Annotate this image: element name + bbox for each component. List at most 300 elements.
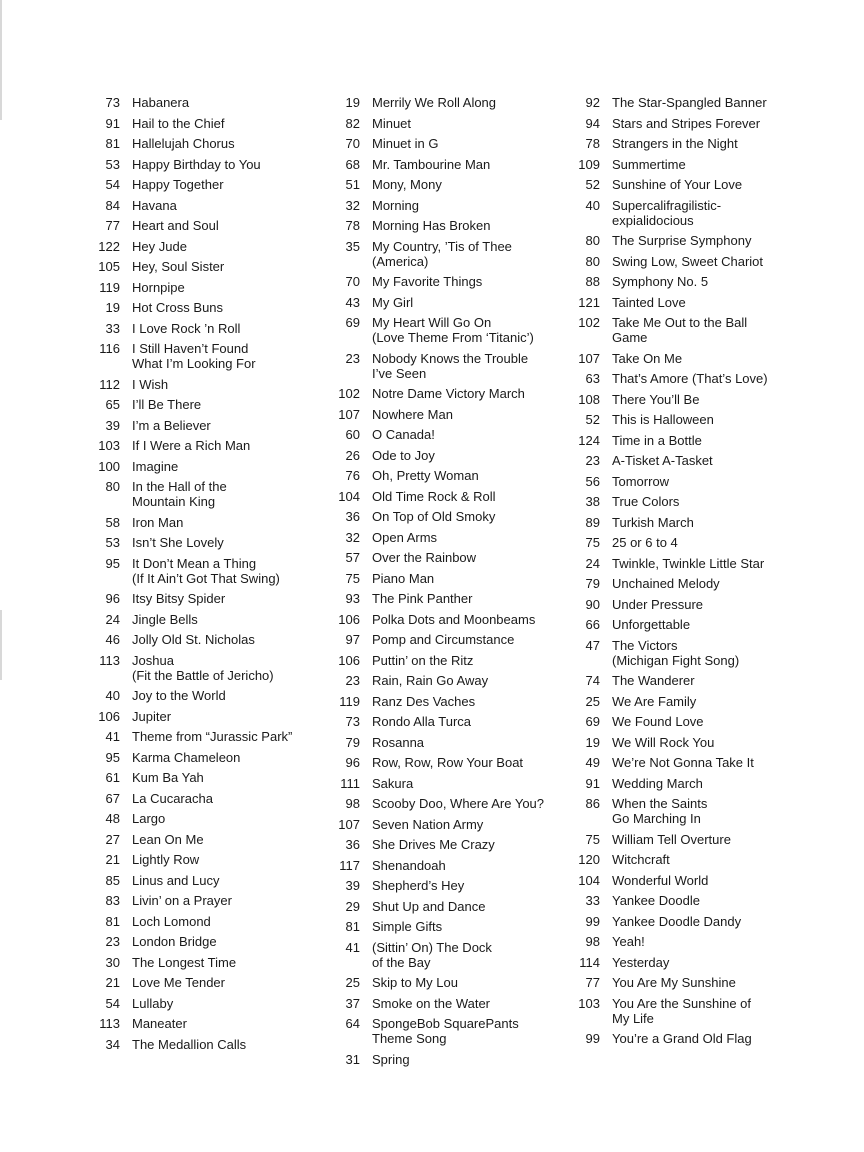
page-number: 95 — [105, 749, 120, 765]
index-entry — [572, 474, 812, 489]
song-title: Piano Man — [372, 570, 435, 586]
index-entry — [332, 975, 572, 990]
song-title: SpongeBob SquarePants Theme Song — [372, 1016, 519, 1046]
page-number: 80 — [105, 479, 120, 494]
page-number: 29 — [345, 898, 360, 914]
song-title: I Still Haven’t Found What I’m Looking For — [132, 341, 256, 371]
index-entry — [572, 996, 812, 1026]
index-entry — [332, 673, 572, 688]
index-entry — [92, 136, 332, 151]
page-number: 108 — [578, 391, 600, 407]
page-number: 38 — [585, 494, 600, 509]
page-number: 88 — [585, 274, 600, 289]
index-entry — [92, 321, 332, 336]
page-number: 47 — [585, 637, 600, 653]
song-title: My Girl — [372, 294, 414, 310]
song-title: Jolly Old St. Nicholas — [132, 632, 255, 647]
index-entry — [332, 919, 572, 934]
page-number: 39 — [345, 878, 360, 893]
index-entry — [332, 796, 572, 811]
page-number: 116 — [99, 341, 120, 356]
song-title: Strangers in the Night — [612, 136, 738, 151]
page-number: 113 — [99, 1016, 120, 1031]
index-entry — [572, 392, 812, 407]
song-title: Iron Man — [132, 514, 184, 530]
song-title: A-Tisket A-Tasket — [612, 453, 713, 468]
page-number: 35 — [345, 238, 360, 254]
index-entry — [572, 157, 812, 172]
song-title: Minuet in G — [372, 136, 439, 151]
page-number: 78 — [585, 136, 600, 151]
song-title: O Canada! — [372, 427, 435, 442]
index-entry — [332, 218, 572, 233]
song-title: If I Were a Rich Man — [132, 438, 251, 453]
index-entry — [332, 653, 572, 668]
page-number: 124 — [578, 432, 600, 448]
index-entry — [572, 796, 812, 826]
page-number: 41 — [345, 939, 360, 955]
index-entry — [572, 714, 812, 729]
page-number: 43 — [345, 294, 360, 310]
index-entry — [92, 770, 332, 785]
page-number: 91 — [585, 775, 600, 791]
page-edge-mark — [0, 0, 2, 120]
index-entry — [92, 116, 332, 131]
index-entry — [572, 177, 812, 192]
page-number: 58 — [105, 514, 120, 530]
song-title: Take On Me — [612, 350, 683, 366]
song-title: Time in a Bottle — [612, 432, 702, 448]
page-number: 40 — [585, 197, 600, 213]
index-entry — [332, 817, 572, 832]
song-title: Stars and Stripes Forever — [612, 115, 761, 131]
song-title: My Favorite Things — [372, 274, 483, 289]
page-number: 98 — [585, 934, 600, 949]
index-entry — [572, 412, 812, 427]
song-title: Pomp and Circumstance — [372, 632, 515, 647]
song-title: Kum Ba Yah — [132, 770, 204, 785]
index-entry — [572, 755, 812, 770]
page-number: 106 — [338, 652, 360, 668]
index-entry — [332, 714, 572, 729]
index-entry — [332, 177, 572, 192]
song-title: 25 or 6 to 4 — [612, 535, 678, 550]
song-title: You Are My Sunshine — [612, 975, 736, 990]
index-entry — [92, 535, 332, 550]
song-title: Happy Birthday to You — [132, 156, 261, 172]
song-title: This is Halloween — [612, 412, 714, 427]
song-title: Polka Dots and Moonbeams — [372, 611, 536, 627]
song-title: Open Arms — [372, 529, 438, 545]
index-entry — [572, 254, 812, 269]
page-number: 48 — [105, 811, 120, 826]
song-title: In the Hall of the Mountain King — [132, 479, 227, 509]
index-entry — [572, 515, 812, 530]
song-title: Hornpipe — [132, 279, 185, 295]
index-entry — [572, 735, 812, 750]
index-entry — [92, 709, 332, 724]
page-number: 77 — [585, 975, 600, 990]
song-title: You Are the Sunshine of My Life — [612, 995, 752, 1026]
index-entry — [92, 1016, 332, 1031]
index-entry — [332, 489, 572, 504]
page-number: 73 — [105, 95, 120, 110]
page-number: 64 — [345, 1016, 360, 1031]
index-entry — [332, 351, 572, 381]
page-number: 66 — [585, 617, 600, 632]
index-entry — [572, 638, 812, 668]
page-number: 46 — [105, 632, 120, 647]
index-entry — [572, 1031, 812, 1046]
index-entry — [92, 832, 332, 847]
song-title: Puttin’ on the Ritz — [372, 652, 474, 668]
index-entry — [92, 653, 332, 683]
index-entry — [332, 571, 572, 586]
page-number: 117 — [339, 857, 360, 873]
index-entry — [92, 300, 332, 315]
index-entry — [572, 975, 812, 990]
index-entry — [92, 438, 332, 453]
song-title: Turkish March — [612, 514, 694, 530]
page-number: 37 — [345, 995, 360, 1011]
song-title: Hot Cross Buns — [132, 300, 224, 315]
page-number: 102 — [338, 386, 360, 401]
song-title: William Tell Overture — [612, 831, 731, 847]
page-number: 19 — [345, 95, 360, 110]
page-number: 119 — [339, 693, 360, 709]
song-title: It Don’t Mean a Thing (If It Ain’t Got That Swing) — [132, 555, 280, 586]
page-number: 69 — [345, 315, 360, 330]
index-entry — [92, 397, 332, 412]
index-entry — [332, 386, 572, 401]
page-number: 109 — [578, 156, 600, 172]
page-number: 23 — [345, 350, 360, 366]
index-entry — [572, 955, 812, 970]
index-entry — [332, 735, 572, 750]
page-number: 85 — [105, 872, 120, 888]
page-number: 57 — [345, 550, 360, 565]
index-entry — [332, 996, 572, 1011]
song-title: Sunshine of Your Love — [612, 177, 743, 192]
page-number: 25 — [585, 693, 600, 709]
index-entry — [572, 136, 812, 151]
index-entry — [332, 591, 572, 606]
index-entry — [332, 407, 572, 422]
index-entry — [332, 837, 572, 852]
index-entry — [92, 632, 332, 647]
song-title: Tomorrow — [612, 473, 670, 489]
page-number: 111 — [340, 775, 360, 791]
song-title: Theme from “Jurassic Park” — [132, 729, 293, 744]
page-number: 24 — [585, 555, 600, 571]
song-title: Yesterday — [612, 954, 670, 970]
index-entry — [572, 371, 812, 386]
page-number: 31 — [345, 1051, 360, 1067]
song-title: Rondo Alla Turca — [372, 714, 472, 729]
song-title: Ode to Joy — [372, 447, 435, 463]
page-number: 54 — [105, 177, 120, 192]
index-entry — [572, 315, 812, 345]
page-number: 106 — [98, 708, 120, 724]
song-title: Yeah! — [612, 934, 645, 949]
page-number: 99 — [585, 913, 600, 929]
song-title: Yankee Doodle — [612, 893, 700, 908]
song-title: Itsy Bitsy Spider — [132, 591, 226, 606]
song-title: When the Saints Go Marching In — [612, 796, 708, 826]
page-number: 104 — [578, 872, 600, 888]
song-title: Smoke on the Water — [372, 995, 491, 1011]
index-entry — [332, 315, 572, 345]
page-number: 30 — [105, 954, 120, 970]
page-number: 56 — [585, 473, 600, 489]
song-title: Morning Has Broken — [372, 218, 491, 233]
song-title: Imagine — [132, 458, 179, 474]
index-entry — [332, 427, 572, 442]
index-entry — [92, 591, 332, 606]
page-number: 75 — [585, 535, 600, 550]
index-entry — [572, 494, 812, 509]
song-title: My Country, ’Tis of Thee (America) — [372, 238, 512, 269]
song-title: On Top of Old Smoky — [372, 509, 496, 524]
song-title: Joshua (Fit the Battle of Jericho) — [132, 652, 274, 683]
song-title: Jingle Bells — [132, 611, 198, 627]
index-entry — [92, 893, 332, 908]
song-title: Hail to the Chief — [132, 115, 225, 131]
song-title: I Wish — [132, 376, 169, 392]
index-entry — [92, 515, 332, 530]
song-title: Ranz Des Vaches — [372, 693, 476, 709]
page-number: 49 — [585, 755, 600, 770]
index-entry — [572, 617, 812, 632]
index-entry — [92, 873, 332, 888]
song-title: Seven Nation Army — [372, 816, 484, 832]
page-number: 91 — [105, 115, 120, 131]
index-entry — [332, 95, 572, 110]
page-number: 54 — [105, 995, 120, 1011]
song-title: Twinkle, Twinkle Little Star — [612, 555, 765, 571]
index-entry — [92, 459, 332, 474]
song-title: Habanera — [132, 95, 190, 110]
page-number: 52 — [585, 412, 600, 427]
index-entry — [92, 95, 332, 110]
page-number: 23 — [345, 673, 360, 688]
song-title: Joy to the World — [132, 688, 226, 703]
song-title: Mony, Mony — [372, 177, 442, 192]
song-title: Lightly Row — [132, 852, 200, 867]
page-number: 103 — [578, 995, 600, 1011]
page-number: 98 — [345, 796, 360, 811]
page-number: 36 — [345, 509, 360, 524]
page-number: 80 — [585, 233, 600, 248]
page-number: 106 — [338, 611, 360, 627]
index-entry — [92, 280, 332, 295]
page-number: 32 — [345, 197, 360, 213]
song-title: Linus and Lucy — [132, 872, 220, 888]
page-number: 53 — [105, 535, 120, 550]
index-entry — [332, 468, 572, 483]
index-entry — [92, 479, 332, 509]
song-title: Rosanna — [372, 734, 425, 750]
song-title: Old Time Rock & Roll — [372, 488, 496, 504]
index-column-1 — [92, 95, 332, 1072]
index-entry — [92, 750, 332, 765]
song-title: We’re Not Gonna Take It — [612, 755, 754, 770]
index-entry — [332, 1016, 572, 1046]
index-entry — [332, 509, 572, 524]
page-number: 96 — [105, 591, 120, 606]
index-entry — [92, 341, 332, 371]
index-entry — [92, 729, 332, 744]
page-number: 36 — [345, 837, 360, 852]
page-number: 73 — [345, 714, 360, 729]
index-entry — [332, 448, 572, 463]
page-number: 63 — [585, 371, 600, 386]
page-number: 105 — [98, 259, 120, 274]
page-number: 80 — [585, 253, 600, 269]
page-number: 120 — [578, 852, 600, 867]
index-entry — [92, 1037, 332, 1052]
index-entry — [572, 295, 812, 310]
index-entry — [572, 776, 812, 791]
song-title: Skip to My Lou — [372, 975, 458, 990]
index-entry — [332, 878, 572, 893]
song-title: (Sittin’ On) The Dock of the Bay — [372, 939, 492, 970]
index-entry — [92, 177, 332, 192]
page-number: 89 — [585, 514, 600, 530]
song-title: Yankee Doodle Dandy — [612, 913, 742, 929]
page-number: 33 — [105, 320, 120, 336]
index-entry — [332, 899, 572, 914]
page-number: 26 — [345, 447, 360, 463]
page-number: 95 — [105, 555, 120, 571]
page-number: 53 — [105, 156, 120, 172]
page-number: 24 — [105, 611, 120, 627]
page-number: 103 — [98, 438, 120, 453]
song-title: Livin’ on a Prayer — [132, 893, 232, 908]
page-number: 75 — [585, 831, 600, 847]
page-number: 90 — [585, 596, 600, 612]
song-title: The Longest Time — [132, 954, 237, 970]
index-entry — [572, 934, 812, 949]
song-title: Witchcraft — [612, 852, 670, 867]
page-number: 79 — [585, 576, 600, 591]
index-entry — [332, 295, 572, 310]
page-number: 68 — [345, 156, 360, 172]
song-title: Jupiter — [132, 708, 172, 724]
index-entry — [332, 940, 572, 970]
index-entry — [332, 198, 572, 213]
index-entry — [332, 274, 572, 289]
song-title: That’s Amore (That’s Love) — [612, 371, 768, 386]
page-number: 21 — [105, 975, 120, 990]
page-edge-mark — [0, 610, 2, 680]
index-entry — [572, 893, 812, 908]
index-entry — [92, 934, 332, 949]
song-title: Take Me Out to the Ball Game — [612, 315, 748, 345]
page-number: 84 — [105, 197, 120, 213]
index-entry — [572, 914, 812, 929]
index-entry — [572, 576, 812, 591]
song-title: Hallelujah Chorus — [132, 136, 235, 151]
page-number: 52 — [585, 177, 600, 192]
song-title: Nobody Knows the Trouble I’ve Seen — [372, 350, 529, 381]
index-entry — [332, 157, 572, 172]
index-entry — [572, 597, 812, 612]
page-number: 69 — [585, 714, 600, 729]
song-title: There You’ll Be — [612, 391, 700, 407]
index-entry — [572, 556, 812, 571]
song-title: We Found Love — [612, 714, 704, 729]
song-title: I’ll Be There — [132, 397, 202, 412]
song-title: Shepherd’s Hey — [372, 878, 465, 893]
song-title: Rain, Rain Go Away — [372, 673, 489, 688]
song-title: Wedding March — [612, 775, 703, 791]
page-number: 81 — [345, 919, 360, 934]
song-title: Sakura — [372, 775, 414, 791]
song-title: Simple Gifts — [372, 919, 443, 934]
page-number: 122 — [98, 238, 120, 254]
song-title: Summertime — [612, 156, 686, 172]
song-title: Scooby Doo, Where Are You? — [372, 796, 545, 811]
index-entry — [572, 453, 812, 468]
song-title: Spring — [372, 1051, 410, 1067]
index-entry — [572, 832, 812, 847]
index-entry — [92, 556, 332, 586]
song-title: Shut Up and Dance — [372, 898, 486, 914]
index-entry — [332, 550, 572, 565]
song-title: Isn’t She Lovely — [132, 535, 224, 550]
index-entry — [92, 975, 332, 990]
song-title: True Colors — [612, 494, 680, 509]
page-number: 83 — [105, 893, 120, 908]
page-number: 93 — [345, 591, 360, 606]
page-number: 74 — [585, 673, 600, 688]
page-number: 70 — [345, 274, 360, 289]
song-title: Symphony No. 5 — [612, 274, 709, 289]
song-index — [92, 95, 812, 1072]
page-number: 107 — [338, 816, 360, 832]
index-entry — [92, 239, 332, 254]
index-entry — [572, 852, 812, 867]
song-title: I’m a Believer — [132, 417, 211, 433]
song-title: Wonderful World — [612, 872, 709, 888]
song-title: The Star-Spangled Banner — [612, 95, 767, 110]
page-number: 81 — [105, 913, 120, 929]
index-entry — [92, 157, 332, 172]
index-entry — [332, 136, 572, 151]
index-column-2 — [332, 95, 572, 1072]
song-title: Lean On Me — [132, 831, 204, 847]
page-number: 25 — [345, 975, 360, 990]
page-number: 27 — [105, 831, 120, 847]
song-title: Unchained Melody — [612, 576, 720, 591]
song-title: The Pink Panther — [372, 591, 473, 606]
song-title: Tainted Love — [612, 294, 686, 310]
song-title: Maneater — [132, 1016, 187, 1031]
song-title: Largo — [132, 811, 166, 826]
page-number: 61 — [105, 770, 120, 785]
index-entry — [92, 377, 332, 392]
index-entry — [332, 858, 572, 873]
page-number: 86 — [585, 796, 600, 811]
page-number: 23 — [585, 453, 600, 468]
song-title: London Bridge — [132, 934, 217, 949]
song-title: Hey Jude — [132, 238, 187, 254]
index-entry — [332, 1052, 572, 1067]
page-number: 81 — [105, 136, 120, 151]
index-entry — [92, 612, 332, 627]
page-number: 67 — [105, 790, 120, 806]
